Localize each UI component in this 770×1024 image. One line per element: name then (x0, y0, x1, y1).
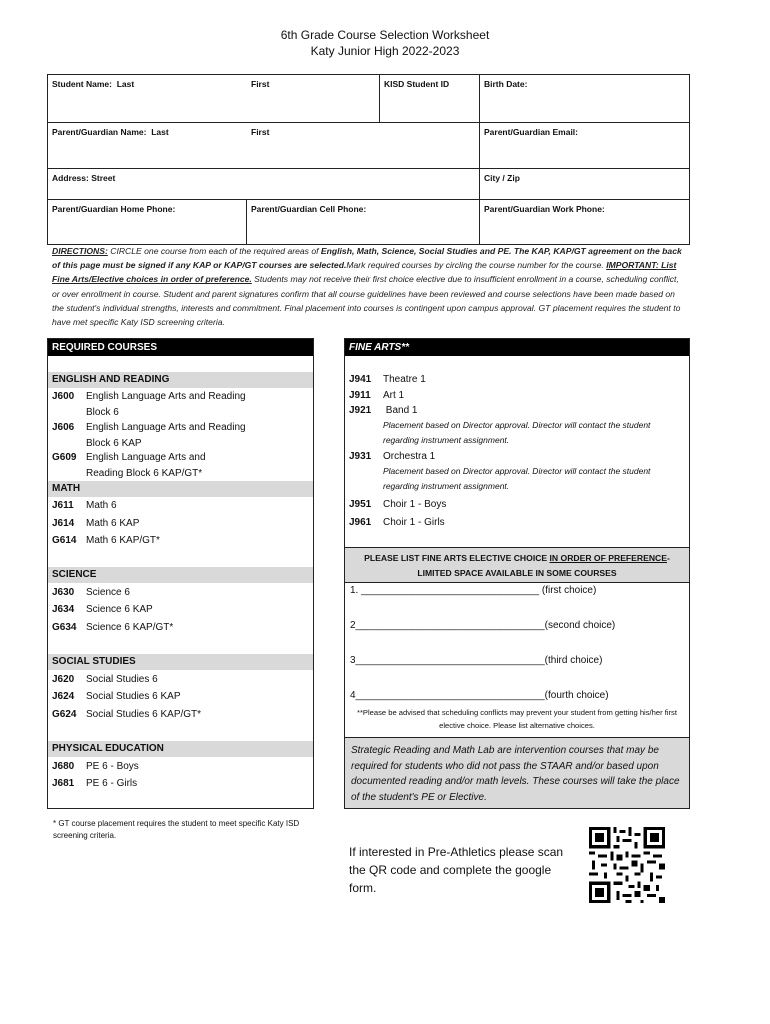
strategic-note: Strategic Reading and Math Lab are intervention courses that may be required for students who did not pass the STAAR and/or based upon documented reading and/or math levels. These courses will take the place of the student's PE or Elective. (345, 737, 689, 808)
course-j600[interactable]: J600 English Language Arts and Reading Block 6 (52, 391, 246, 418)
orchestra-note: Placement based on Director approval. Director will contact the student regarding instrument assignment. (383, 466, 651, 491)
qr-code-icon[interactable] (589, 826, 665, 904)
gt-footnote: * GT course placement requires the student to meet specific Katy ISD screening criteria. (53, 819, 300, 840)
section-science: SCIENCE (48, 567, 313, 583)
course-j624[interactable]: J624 Social Studies 6 KAP (52, 691, 181, 702)
choice-4-field[interactable]: 4__________________________________(fourth choice) (350, 690, 609, 701)
choice-3-field[interactable]: 3__________________________________(third choice) (350, 655, 603, 666)
course-j620[interactable]: J620 Social Studies 6 (52, 674, 158, 685)
course-j606[interactable]: J606 English Language Arts and Reading Block 6 KAP (52, 422, 246, 449)
student-info-table (47, 74, 690, 245)
course-j634[interactable]: J634 Science 6 KAP (52, 604, 153, 615)
choice-2-field[interactable]: 2__________________________________(second choice) (350, 620, 616, 631)
course-g624[interactable]: G624 Social Studies 6 KAP/GT* (52, 709, 202, 720)
required-courses-header: REQUIRED COURSES (48, 339, 313, 356)
course-j931[interactable]: J931 Orchestra 1 (349, 451, 436, 462)
section-english: ENGLISH AND READING (48, 372, 313, 388)
section-pe: PHYSICAL EDUCATION (48, 741, 313, 757)
course-j951[interactable]: J951 Choir 1 - Boys (349, 499, 447, 510)
city-zip-cell[interactable]: City / Zip (480, 169, 690, 200)
address-cell[interactable]: Address: Street (48, 169, 480, 200)
course-j630[interactable]: J630 Science 6 (52, 587, 130, 598)
pre-athletics-text: If interested in Pre-Athletics please scan the QR code and complete the google form. (349, 845, 564, 895)
course-j611[interactable]: J611 Math 6 (52, 500, 117, 511)
parent-name-cell[interactable]: Parent/Guardian Name: Last First (48, 123, 480, 169)
course-g634[interactable]: G634 Science 6 KAP/GT* (52, 622, 174, 633)
page-title: 6th Grade Course Selection Worksheet (280, 28, 490, 42)
work-phone-cell[interactable]: Parent/Guardian Work Phone: (480, 200, 690, 245)
course-j911[interactable]: J911 Art 1 (349, 390, 405, 401)
section-math: MATH (48, 481, 313, 497)
student-name-cell[interactable]: Student Name: Last First (48, 75, 380, 123)
fine-arts-header: FINE ARTS** (345, 339, 689, 356)
parent-email-cell[interactable]: Parent/Guardian Email: (480, 123, 690, 169)
course-g609[interactable]: G609 English Language Arts and Reading Block 6 KAP/GT* (52, 452, 206, 479)
course-j921[interactable]: J921 Band 1 (349, 405, 418, 416)
home-phone-cell[interactable]: Parent/Guardian Home Phone: (48, 200, 247, 245)
course-j680[interactable]: J680 PE 6 - Boys (52, 761, 139, 772)
section-social-studies: SOCIAL STUDIES (48, 654, 313, 670)
course-j681[interactable]: J681 PE 6 - Girls (52, 778, 138, 789)
birth-date-cell[interactable]: Birth Date: (480, 75, 690, 123)
band-note: Placement based on Director approval. Director will contact the student regarding instrument assignment. (383, 420, 651, 445)
course-g614[interactable]: G614 Math 6 KAP/GT* (52, 535, 160, 546)
course-j941[interactable]: J941 Theatre 1 (349, 374, 426, 385)
kisd-id-cell[interactable]: KISD Student ID (380, 75, 480, 123)
course-j961[interactable]: J961 Choir 1 - Girls (349, 517, 445, 528)
directions-text: DIRECTIONS: CIRCLE one course from each of the required areas of English, Math, Science, Social Studies and PE. The KAP, KAP/GT agreement on the back of this page must be signed if any KAP or KAP/GT courses are selected.Mark required courses by circling the course number for the course. IMPORTANT: List Fine Arts/Elective choices in order of preference. Students may not receive their first choice elective due to insufficient enrollment in a course, scheduling conflict, or over enrollment in course. Student and parent signatures confirm that all course guidelines have been reviewed and course selections have been made based on the student's individual strengths, interests and commitment. Final placement into courses is contingent upon campus approval. GT placement requires the student to have met specific Katy ISD screening criteria. (52, 246, 682, 328)
fine-arts-panel (344, 338, 690, 809)
page-subtitle: Katy Junior High 2022-2023 (310, 44, 460, 58)
scheduling-warning: **Please be advised that scheduling conflicts may prevent your student from getting his/her first elective choice. Please list alternative choices. (357, 708, 677, 730)
elective-list-instruction: PLEASE LIST FINE ARTS ELECTIVE CHOICE IN ORDER OF PREFERENCE- LIMITED SPACE AVAILABLE IN SOME COURSES (345, 547, 689, 583)
cell-phone-cell[interactable]: Parent/Guardian Cell Phone: (247, 200, 480, 245)
choice-1-field[interactable]: 1. ________________________________ (first choice) (350, 585, 597, 596)
course-j614[interactable]: J614 Math 6 KAP (52, 518, 140, 529)
required-courses-panel (47, 338, 314, 809)
